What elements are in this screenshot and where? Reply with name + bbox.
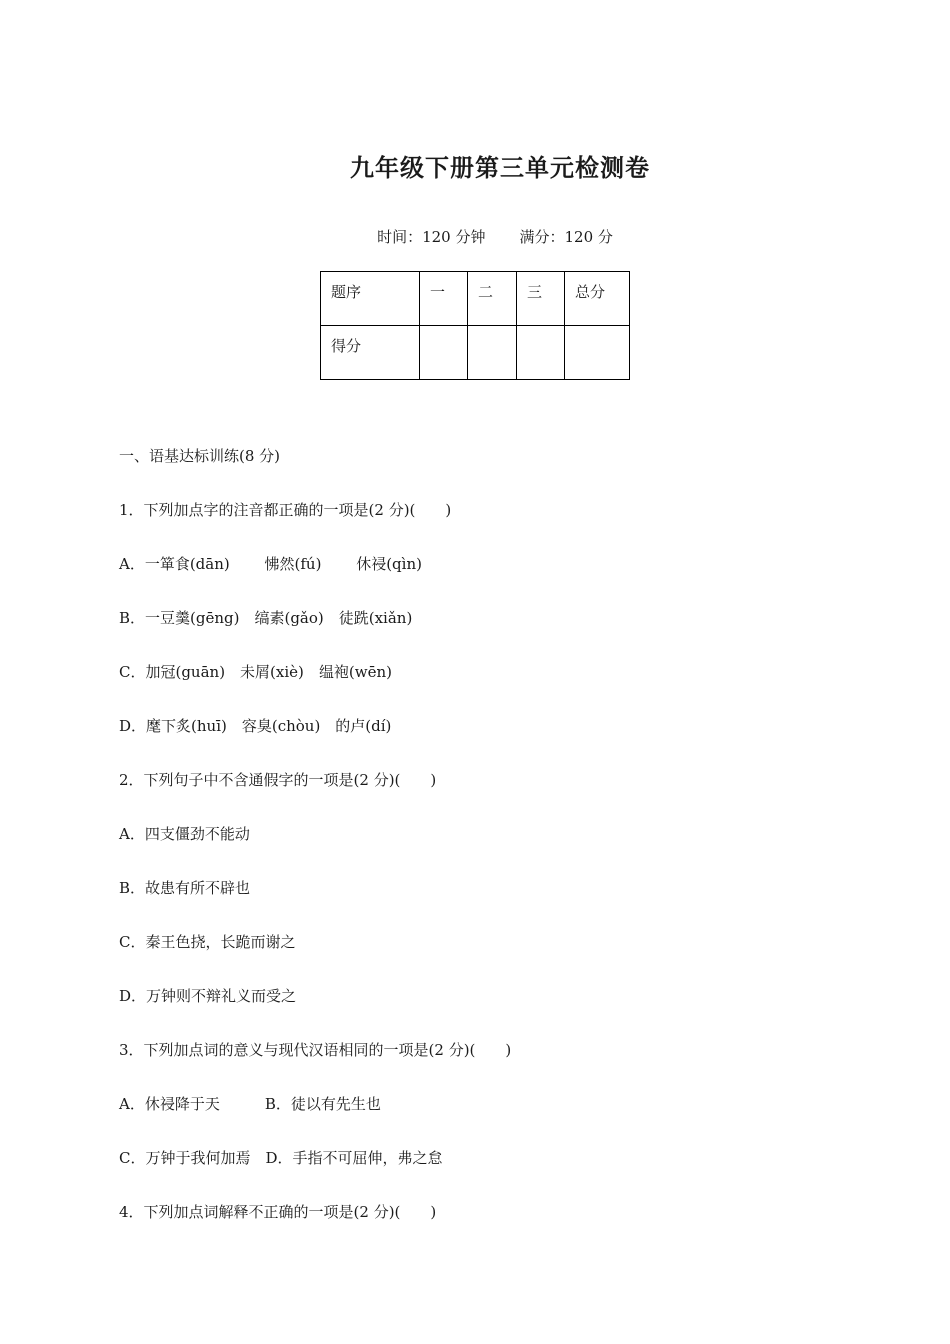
header-cell-order: 题序 (321, 272, 420, 326)
q2-option-c: C．秦王色挠，长跪而谢之 (119, 933, 296, 951)
score-cell-1[interactable] (420, 326, 468, 380)
score-cell-total[interactable] (565, 326, 630, 380)
score-table-score-row (321, 326, 630, 380)
header-cell-2: 二 (468, 272, 517, 326)
score-row-label: 得分 (321, 326, 420, 380)
question-1: 1．下列加点字的注音都正确的一项是(2 分)( ) (119, 501, 452, 519)
q1-option-c: C．加冠(guān) 未屑(xiè) 缊袍(wēn) (119, 663, 392, 681)
q1-option-b: B．一豆羹(gēng) 缟素(gǎo) 徒跣(xiǎn) (119, 609, 413, 627)
time-limit: 时间：120 分钟 (377, 228, 486, 246)
q1-option-d: D．麾下炙(huī) 容臭(chòu) 的卢(dí) (119, 717, 392, 735)
q2-option-a: A．四支僵劲不能动 (119, 825, 250, 843)
question-2: 2．下列句子中不含通假字的一项是(2 分)( ) (119, 771, 437, 789)
score-table (320, 271, 630, 380)
q1-option-a: A．一箪食(dān) 怫然(fú) 休祲(qìn) (119, 555, 422, 573)
page-title: 九年级下册第三单元检测卷 (350, 153, 650, 182)
full-score: 满分：120 分 (519, 228, 613, 246)
header-cell-3: 三 (517, 272, 565, 326)
q2-option-d: D．万钟则不辩礼义而受之 (119, 987, 297, 1005)
question-3: 3．下列加点词的意义与现代汉语相同的一项是(2 分)( ) (119, 1041, 512, 1059)
score-table-header-row (321, 272, 630, 326)
header-cell-total: 总分 (565, 272, 630, 326)
q3-options-cd: C．万钟于我何加焉 D．手指不可屈伸，弗之怠 (119, 1149, 443, 1167)
question-4: 4．下列加点词解释不正确的一项是(2 分)( ) (119, 1203, 437, 1221)
exam-info (0, 226, 950, 247)
q3-options-ab: A．休祲降于天 B．徒以有先生也 (119, 1095, 381, 1113)
score-cell-3[interactable] (517, 326, 565, 380)
header-cell-1: 一 (420, 272, 468, 326)
score-cell-2[interactable] (468, 326, 517, 380)
q2-option-b: B．故患有所不辟也 (119, 879, 251, 897)
section-heading: 一、语基达标训练(8 分) (119, 447, 281, 465)
